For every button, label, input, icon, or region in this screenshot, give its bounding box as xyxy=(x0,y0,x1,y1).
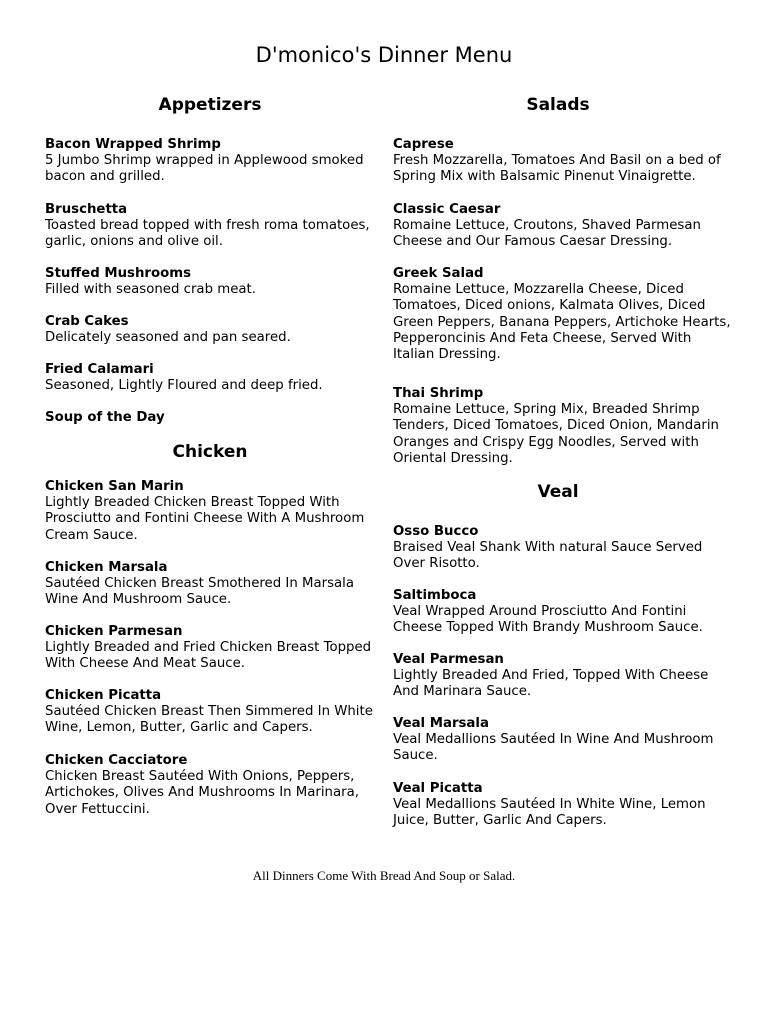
item-name: Greek Salad xyxy=(393,266,484,281)
item-description: Romaine Lettuce, Spring Mix, Breaded Shrimp Tenders, Diced Tomatoes, Diced Onion, Mandarin Oranges and Crispy Egg Noodles, Served with Oriental Dressing. xyxy=(393,402,719,466)
item-name: Veal Marsala xyxy=(393,716,489,731)
menu-item xyxy=(393,781,733,830)
menu-item xyxy=(45,688,375,737)
item-name: Chicken Parmesan xyxy=(45,624,183,639)
item-name: Crab Cakes xyxy=(45,314,129,329)
item-description: Veal Wrapped Around Prosciutto And Fontini Cheese Topped With Brandy Mushroom Sauce. xyxy=(393,604,703,636)
veal-heading: Veal xyxy=(537,482,579,502)
item-description: Veal Medallions Sautéed In White Wine, Lemon Juice, Butter, Garlic And Capers. xyxy=(393,797,706,829)
item-description: Lightly Breaded and Fried Chicken Breast Topped With Cheese And Meat Sauce. xyxy=(45,640,372,672)
item-name: Chicken Marsala xyxy=(45,560,168,575)
menu-item xyxy=(393,652,733,701)
menu-item xyxy=(393,386,733,467)
menu-item xyxy=(45,266,256,298)
item-name: Saltimboca xyxy=(393,588,477,603)
menu-item xyxy=(393,137,733,186)
menu-item xyxy=(45,624,375,673)
item-description: Braised Veal Shank With natural Sauce Served Over Risotto. xyxy=(393,540,703,572)
menu-item xyxy=(45,202,375,251)
item-description: Fresh Mozzarella, Tomatoes And Basil on a bed of Spring Mix with Balsamic Pinenut Vinaigrette. xyxy=(393,153,721,185)
item-description: Veal Medallions Sautéed In Wine And Mushroom Sauce. xyxy=(393,732,714,764)
item-description: Delicately seasoned and pan seared. xyxy=(45,330,291,346)
salads-heading: Salads xyxy=(526,95,590,115)
menu-item xyxy=(45,753,375,818)
menu-item xyxy=(393,266,733,363)
item-name: Veal Picatta xyxy=(393,781,483,796)
item-description: Romaine Lettuce, Mozzarella Cheese, Diced Tomatoes, Diced onions, Kalmata Olives, Diced Green Peppers, Banana Peppers, Artichoke Hearts, Pepperoncinis And Feta Cheese, Served With Italian Dressing. xyxy=(393,282,731,363)
item-name: Veal Parmesan xyxy=(393,652,504,667)
item-name: Thai Shrimp xyxy=(393,386,484,401)
menu-footer-note: All Dinners Come With Bread And Soup or Salad. xyxy=(252,868,516,883)
item-description: Toasted bread topped with fresh roma tomatoes, garlic, onions and olive oil. xyxy=(45,218,370,250)
menu-title: D'monico's Dinner Menu xyxy=(255,43,513,67)
item-name: Chicken Picatta xyxy=(45,688,162,703)
menu-item xyxy=(45,362,323,394)
item-description: Chicken Breast Sautéed With Onions, Peppers, Artichokes, Olives And Mushrooms In Marinara, Over Fettuccini. xyxy=(45,769,359,817)
item-description: Filled with seasoned crab meat. xyxy=(45,282,256,298)
chicken-heading: Chicken xyxy=(172,442,248,462)
menu-item xyxy=(45,479,375,544)
item-name: Chicken Cacciatore xyxy=(45,753,188,768)
item-description: Lightly Breaded Chicken Breast Topped With Prosciutto and Fontini Cheese With A Mushroom Cream Sauce. xyxy=(45,495,365,543)
item-name: Stuffed Mushrooms xyxy=(45,266,192,281)
menu-item xyxy=(393,716,733,765)
item-description: Seasoned, Lightly Floured and deep fried. xyxy=(45,378,323,394)
item-name: Fried Calamari xyxy=(45,362,154,377)
menu-item xyxy=(45,137,375,186)
menu-item xyxy=(393,524,733,573)
item-name: Classic Caesar xyxy=(393,202,501,217)
item-name: Chicken San Marin xyxy=(45,479,184,494)
item-description: Sautéed Chicken Breast Smothered In Marsala Wine And Mushroom Sauce. xyxy=(45,576,354,608)
item-name: Caprese xyxy=(393,137,454,152)
item-name: Osso Bucco xyxy=(393,524,479,539)
item-name: Bacon Wrapped Shrimp xyxy=(45,137,221,152)
item-description: Lightly Breaded And Fried, Topped With Cheese And Marinara Sauce. xyxy=(393,668,709,700)
item-description: Romaine Lettuce, Croutons, Shaved Parmesan Cheese and Our Famous Caesar Dressing. xyxy=(393,218,701,250)
item-name: Soup of the Day xyxy=(45,410,165,425)
item-name: Bruschetta xyxy=(45,202,128,217)
menu-item xyxy=(393,588,733,637)
menu-item xyxy=(45,410,165,426)
menu-item xyxy=(45,560,375,609)
menu-item xyxy=(45,314,291,346)
appetizers-heading: Appetizers xyxy=(158,95,262,115)
item-description: 5 Jumbo Shrimp wrapped in Applewood smoked bacon and grilled. xyxy=(45,153,364,185)
menu-item xyxy=(393,202,733,251)
item-description: Sautéed Chicken Breast Then Simmered In White Wine, Lemon, Butter, Garlic and Capers. xyxy=(45,704,373,736)
